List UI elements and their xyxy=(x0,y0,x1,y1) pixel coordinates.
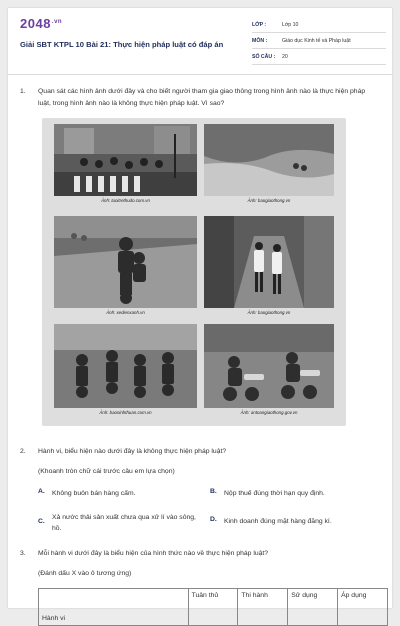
photo-caption: Ảnh: baogiaothong.vn xyxy=(247,198,291,203)
question-3-number: 3. xyxy=(20,550,26,557)
photo-caption: Ảnh: xedienxanh.vn xyxy=(106,310,145,315)
traffic-photo-figure xyxy=(42,118,346,426)
question-2-text: Hành vi, biểu hiện nào dưới đây là không thực hiện pháp luật? xyxy=(38,448,227,455)
option-a[interactable] xyxy=(38,488,208,504)
meta-label: LỚP : xyxy=(252,22,267,28)
question-2-number: 2. xyxy=(20,448,26,455)
photo-pedestrians-sidewalk xyxy=(204,216,334,308)
table-header-cell: Tuân thủ xyxy=(188,589,238,626)
option-text: Kinh doanh đúng mặt hàng đăng kí. xyxy=(224,518,332,525)
answer-table xyxy=(38,588,388,626)
document-header xyxy=(8,8,392,75)
question-3-text: Mỗi hành vi dưới đây là biểu hiện của hình thức nào về thực hiện pháp luật? xyxy=(38,550,269,557)
meta-info xyxy=(252,17,386,65)
option-letter: B. xyxy=(210,488,217,495)
option-c[interactable] xyxy=(38,512,208,536)
option-text: Không buôn bán hàng cấm. xyxy=(52,490,136,497)
photo-caption: Ảnh: baogiaothong.vn xyxy=(247,310,291,315)
photo-caption: Ảnh: antoangiaothong.gov.vn xyxy=(240,410,298,415)
table-header-cell: Sử dụng xyxy=(288,589,338,626)
option-text: Nộp thuế đúng thời hạn quy định. xyxy=(224,490,325,497)
meta-label: SỐ CÂU : xyxy=(252,54,276,60)
table-header-row xyxy=(39,589,388,626)
logo-suffix: .vn xyxy=(51,18,63,25)
table-header-cell: Áp dụng xyxy=(338,589,388,626)
option-letter: A. xyxy=(38,488,45,495)
document-page xyxy=(8,8,392,622)
option-letter: C. xyxy=(38,518,45,525)
meta-value: Giáo dục Kinh tế và Pháp luật xyxy=(282,38,351,44)
question-1-text: Quan sát các hình ảnh dưới đây và cho biết người tham gia giao thông trong hình ảnh nào là thực hiện pháp luật, trong hình ảnh nào là không thực hiện pháp luật. Vì sao? xyxy=(38,88,366,107)
meta-value: Lớp 10 xyxy=(282,22,299,28)
option-b[interactable] xyxy=(210,488,380,504)
photo-motorbike-riders xyxy=(54,216,197,308)
option-letter: D. xyxy=(210,516,217,523)
site-logo[interactable] xyxy=(20,16,62,31)
meta-value: 20 xyxy=(282,54,288,60)
meta-row-subject xyxy=(252,33,386,49)
photo-riders-no-helmets xyxy=(204,324,334,408)
photo-students-motorbikes xyxy=(54,324,197,408)
document-title: Giải SBT KTPL 10 Bài 21: Thực hiện pháp luật có đáp án xyxy=(20,40,224,49)
photo-caption: Ảnh: baoninhthuan.com.vn xyxy=(99,410,152,415)
meta-label: MÔN : xyxy=(252,38,268,44)
table-header-cell: Hành vi xyxy=(39,589,189,626)
option-text: Xả nước thải sản xuất chưa qua xử lí vào sông, hồ. xyxy=(52,514,196,532)
photo-caption: Ảnh: tuoitrethudo.com.vn xyxy=(101,198,150,203)
meta-row-count xyxy=(252,49,386,65)
option-d[interactable] xyxy=(210,516,380,532)
photo-city-intersection xyxy=(54,124,197,196)
photo-flooded-road xyxy=(204,124,334,196)
question-2-instruction: (Khoanh tròn chữ cái trước câu em lựa chọn) xyxy=(38,468,175,475)
table-header-cell: Thi hành xyxy=(238,589,288,626)
meta-row-class xyxy=(252,17,386,33)
question-1-number: 1. xyxy=(20,88,26,95)
question-3-instruction: (Đánh dấu X vào ô tương ứng) xyxy=(38,570,132,577)
logo-text: 2048 xyxy=(20,16,51,31)
